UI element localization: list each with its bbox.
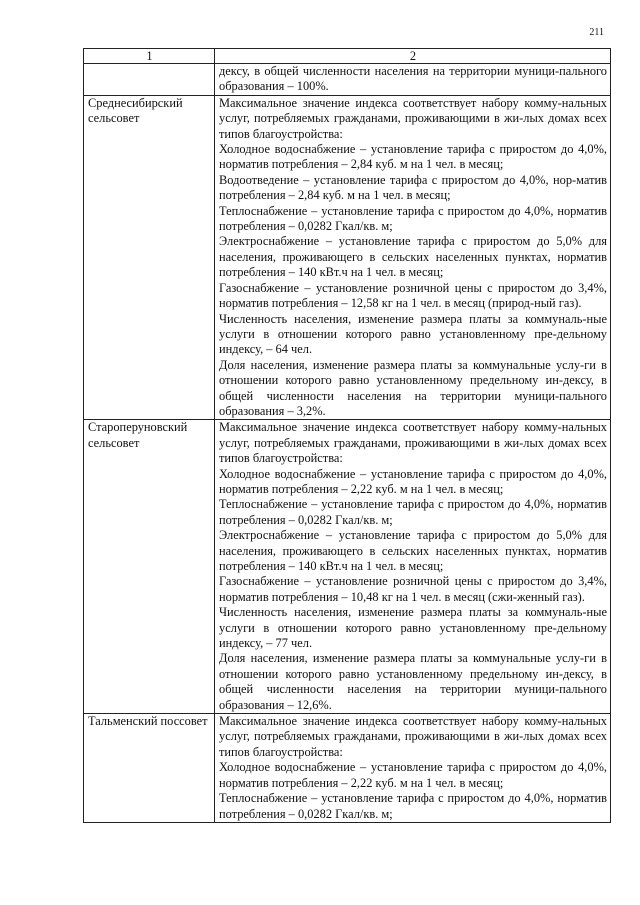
paragraph: Газоснабжение – установление розничной цены с приростом до 3,4%, норматив потребления – 12,58 кг на 1 чел. в месяц (природ-ный газ).: [219, 280, 607, 311]
municipality-description: [215, 420, 611, 714]
page-number: 211: [589, 27, 604, 38]
column-header-1: 1: [84, 49, 215, 64]
continuation-text: дексу, в общей численности населения на территории муници-пального образования – 100%.: [215, 64, 611, 96]
paragraph: Холодное водоснабжение – установление тарифа с приростом до 4,0%, норматив потребления – 2,84 куб. м на 1 чел. в месяц;: [219, 142, 607, 172]
paragraph: Максимальное значение индекса соответствует набору комму-нальных услуг, потребляемых гражданами, проживающими в жи-лых домах всех типов благоустройства:: [219, 95, 607, 141]
table-row: [84, 95, 611, 420]
paragraph: Доля населения, изменение размера платы за коммунальные услу-ги в отношении которого равно установленному предельному ин-дексу, в общей численности населения на территории муници-пального образования – 12,6%.: [219, 651, 607, 712]
paragraph: Численность населения, изменение размера платы за коммуналь-ные услуги в отношении которого равно установленному пре-дельному индексу, – 64 чел.: [219, 311, 607, 357]
municipality-description: [215, 714, 611, 823]
paragraph: Теплоснабжение – установление тарифа с приростом до 4,0%, норматив потребления – 0,0282 Гкал/кв. м;: [219, 791, 607, 821]
paragraph: Газоснабжение – установление розничной цены с приростом до 3,4%, норматив потребления – 10,48 кг на 1 чел. в месяц (сжи-женный газ).: [219, 574, 607, 604]
table-row: [84, 420, 611, 714]
table-row-continuation: [84, 64, 611, 96]
municipality-name: Тальменский поссовет: [84, 714, 215, 823]
municipality-name: Староперуновский сельсовет: [84, 420, 215, 714]
paragraph: Электроснабжение – установление тарифа с приростом до 5,0% для населения, проживающего в сельских населенных пунктах, норматив потребления – 140 кВт.ч на 1 чел. в месяц;: [219, 528, 607, 573]
municipality-name: Среднесибирский сельсовет: [84, 95, 215, 420]
paragraph: Холодное водоснабжение – установление тарифа с приростом до 4,0%, норматив потребления – 2,22 куб. м на 1 чел. в месяц;: [219, 466, 607, 496]
table-row: [84, 714, 611, 823]
paragraph: Максимальное значение индекса соответствует набору комму-нальных услуг, потребляемых гражданами, проживающими в жи-лых домах всех типов благоустройства:: [219, 420, 607, 466]
table-header-row: [84, 49, 611, 64]
paragraph: Водоотведение – установление тарифа с приростом до 4,0%, нор-матив потребления – 2,84 куб. м на 1 чел. в месяц;: [219, 172, 607, 203]
empty-name-cell: [84, 64, 215, 96]
paragraph: Максимальное значение индекса соответствует набору комму-нальных услуг, потребляемых гражданами, проживающими в жи-лых домах всех типов благоустройства:: [219, 714, 607, 759]
municipality-description: [215, 95, 611, 420]
paragraph: Численность населения, изменение размера платы за коммуналь-ные услуги в отношении которого равно установленному пре-дельному индексу, – 77 чел.: [219, 605, 607, 651]
paragraph: Холодное водоснабжение – установление тарифа с приростом до 4,0%, норматив потребления – 2,22 куб. м на 1 чел. в месяц;: [219, 760, 607, 790]
paragraph: Доля населения, изменение размера платы за коммунальные услу-ги в отношении которого равно установленному предельному ин-дексу, в общей численности населения на территории муници-пального образования – 3,2%.: [219, 357, 607, 418]
utility-index-table: [83, 48, 611, 823]
paragraph: Теплоснабжение – установление тарифа с приростом до 4,0%, норматив потребления – 0,0282 Гкал/кв. м;: [219, 497, 607, 527]
column-header-2: 2: [215, 49, 611, 64]
paragraph: Теплоснабжение – установление тарифа с приростом до 4,0%, норматив потребления – 0,0282 Гкал/кв. м;: [219, 203, 607, 234]
paragraph: Электроснабжение – установление тарифа с приростом до 5,0% для населения, проживающего в сельских населенных пунктах, норматив потребления – 140 кВт.ч на 1 чел. в месяц;: [219, 234, 607, 280]
